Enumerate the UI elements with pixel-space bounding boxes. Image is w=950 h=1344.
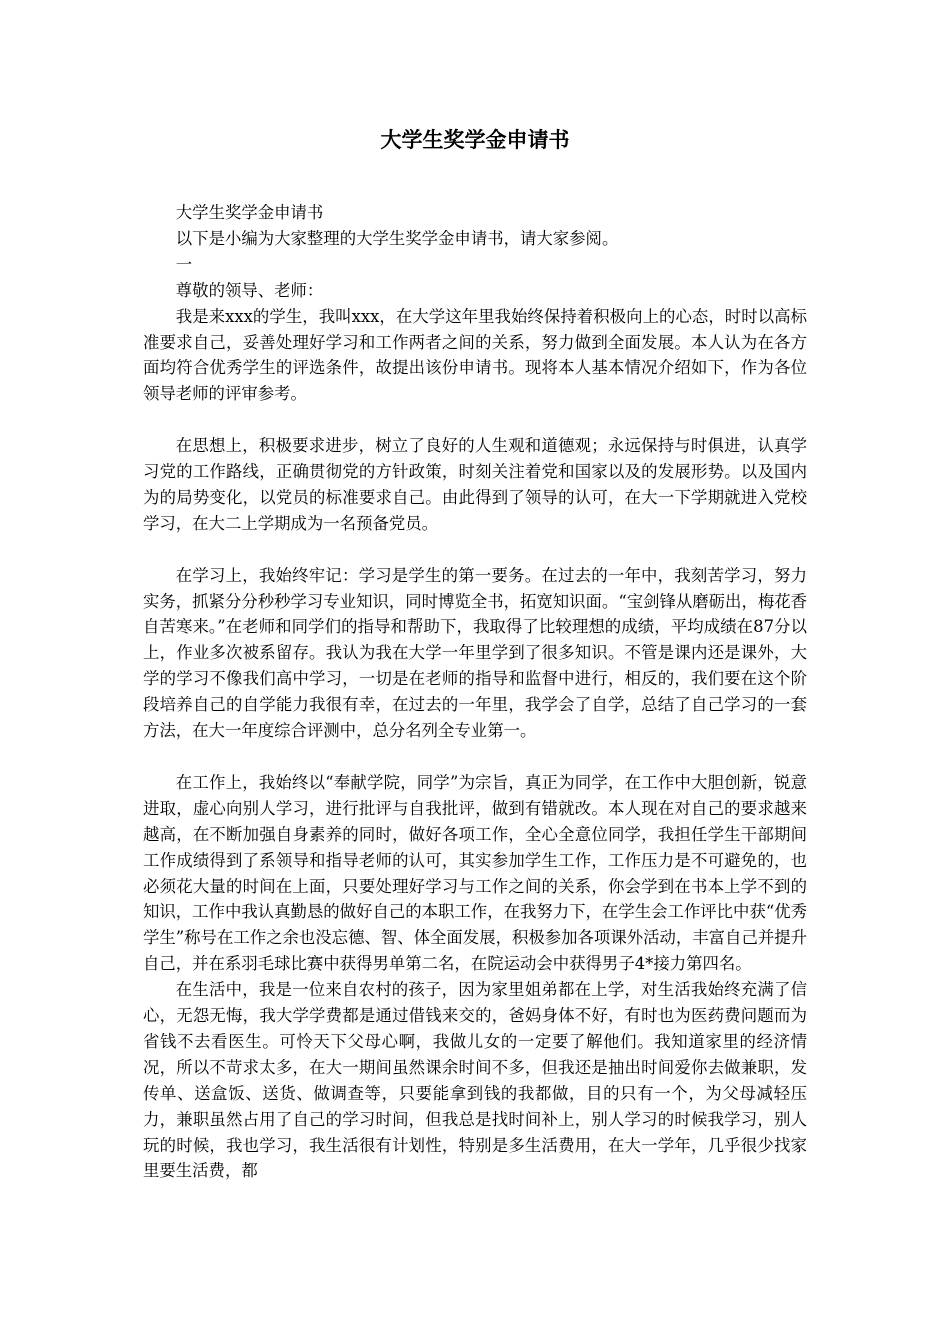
paragraph-spacer: [143, 537, 807, 563]
document-body: [143, 200, 807, 1184]
salutation: 尊敬的领导、老师：: [175, 280, 324, 300]
subtitle-line: 大学生奖学金申请书: [175, 203, 324, 222]
paragraph-study: 在学习上，我始终牢记：学习是学生的第一要务。在过去的一年中，我刻苦学习，努力实务，抓紧分分秒秒学习专业知识，同时博览全书，拓宽知识面。“宝剑锋从磨砺出，梅花香自苦寒来。”在老师和同学们的指导和帮助下，我取得了比较理想的成绩，平均成绩在87分以上，作业多次被系留存。我认为我在大学一年里学到了很多知识。不管是课内还是课外，大学的学习不像我们高中学习，一切是在老师的指导和监督中进行，相反的，我们要在这个阶段培养自己的自学能力我很有幸，在过去的一年里，我学会了自学，总结了自己学习的一套方法，在大一年度综合评测中，总分名列全专业第一。: [143, 565, 808, 741]
paragraph-work: 在工作上，我始终以“奉献学院，同学”为宗旨，真正为同学，在工作中大胆创新，锐意进取，虚心向别人学习，进行批评与自我批评，做到有错就改。本人现在对自己的要求越来越高，在不断加强自身素养的同时，做好各项工作，全心全意位同学，我担任学生干部期间工作成绩得到了系领导和指导老师的认可，其实参加学生工作，工作压力是不可避免的，也必须花大量的时间在上面，只要处理好学习与工作之间的关系，你会学到在书本上学不到的知识，工作中我认真勤恳的做好自己的本职工作，在我努力下，在学生会工作评比中获“优秀学生”称号在工作之余也没忘德、智、体全面发展，积极参加各项课外活动，丰富自己并提升自己，并在系羽毛球比赛中获得男单第二名，在院运动会中获得男子4*接力第四名。: [143, 772, 808, 974]
section-number: 一: [175, 254, 193, 274]
document-title: 大学生奖学金申请书: [380, 127, 570, 152]
paragraph-life: 在生活中，我是一位来自农村的孩子，因为家里姐弟都在上学，对生活我始终充满了信心，无怨无悔，我大学学费都是通过借钱来交的，爸妈身体不好，有时也为医药费问题而为省钱不去看医生。可怜天下父母心啊，我做儿女的一定要了解他们。我知道家里的经济情况，所以不苛求太多，在大一期间虽然课余时间不多，但我还是抽出时间爱你去做兼职，发传单、送盒饭、送货、做调查等，只要能拿到钱的我都做，目的只有一个，为父母减轻压力，兼职虽然占用了自己的学习时间，但我总是找时间补上，别人学习的时候我学习，别人玩的时候，我也学习，我生活很有计划性，特别是多生活费用，在大一学年，几乎很少找家里要生活费，都: [143, 980, 807, 1181]
paragraph-introduction: 我是来xxx的学生，我叫xxx，在大学这年里我始终保持着积极向上的心态，时时以高标准要求自己，妥善处理好学习和工作两者之间的关系，努力做到全面发展。本人认为在各方面均符合优秀学生的评选条件，故提出该份申请书。现将本人基本情况介绍如下，作为各位领导老师的评审参考。: [143, 306, 807, 404]
intro-line: 以下是小编为大家整理的大学生奖学金申请书，请大家参阅。: [175, 228, 619, 248]
paragraph-spacer: [143, 407, 807, 433]
paragraph-spacer: [143, 744, 807, 770]
paragraph-ideology: 在思想上，积极要求进步，树立了良好的人生观和道德观；永远保持与时俱进，认真学习党的工作路线，正确贯彻党的方针政策，时刻关注着党和国家以及的发展形势。以及国内为的局势变化，以党员的标准要求自己。由此得到了领导的认可，在大一下学期就进入党校学习，在大二上学期成为一名预备党员。: [143, 436, 807, 533]
